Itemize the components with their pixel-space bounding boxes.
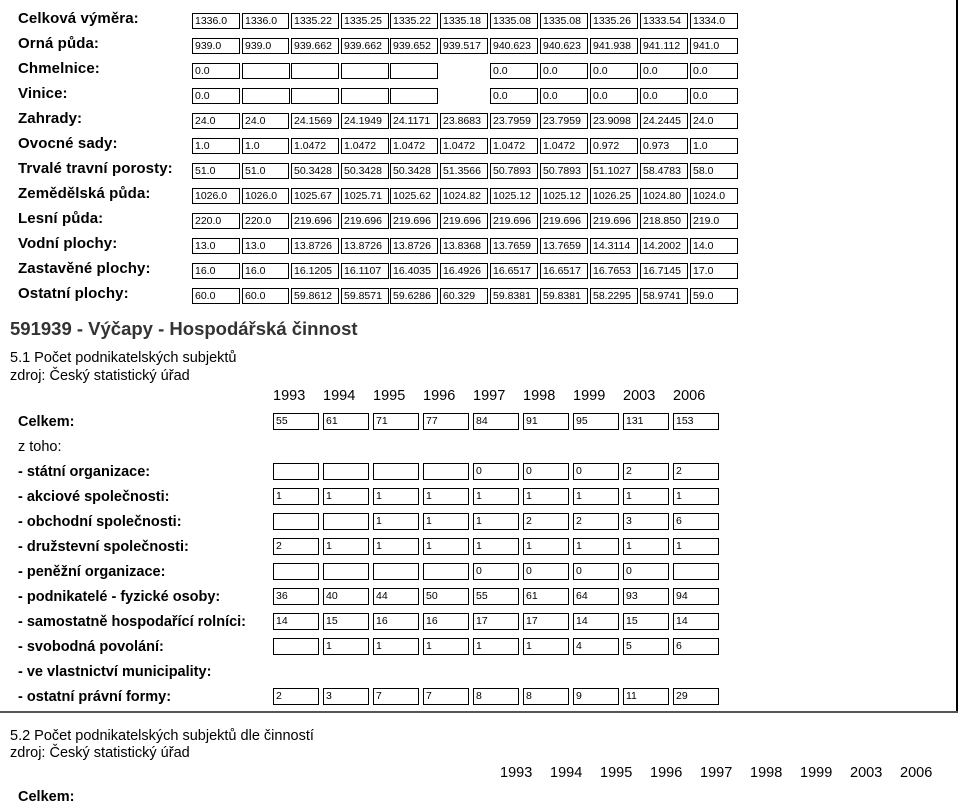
year-header-cell: 1993	[273, 388, 306, 404]
land-cell: 1335.25	[341, 13, 389, 29]
business-row-label: - akciové společnosti:	[18, 489, 170, 505]
land-cell: 16.4035	[390, 263, 438, 279]
land-cell: 0.0	[690, 63, 738, 79]
year-header-cell: 1995	[373, 388, 406, 404]
land-cell: 59.8571	[341, 288, 389, 304]
land-cell: 16.1107	[341, 263, 389, 279]
business-cell: 11	[623, 688, 669, 705]
land-cell: 940.623	[490, 38, 538, 54]
land-cell: 940.623	[540, 38, 588, 54]
land-row-label: Zemědělská půda:	[18, 185, 151, 202]
business-cell: 9	[573, 688, 619, 705]
land-row-label: Vodní plochy:	[18, 235, 118, 252]
land-cell: 0.0	[540, 88, 588, 104]
land-row	[0, 108, 950, 133]
business-cell	[273, 463, 319, 480]
land-cell: 50.3428	[390, 163, 438, 179]
business-cell: 153	[673, 413, 719, 430]
land-row-label: Trvalé travní porosty:	[18, 160, 173, 177]
land-cell: 13.8726	[341, 238, 389, 254]
year-header-cell: 1997	[473, 388, 506, 404]
land-cell: 23.8683	[440, 113, 488, 129]
land-cell: 1024.82	[440, 188, 488, 204]
business-cell	[323, 563, 369, 580]
business-cell: 64	[573, 588, 619, 605]
land-cell: 16.4926	[440, 263, 488, 279]
business-cell: 15	[623, 613, 669, 630]
year-header-cell: 2006	[673, 388, 706, 404]
land-row	[0, 33, 950, 58]
business-cell: 1	[323, 538, 369, 555]
land-cell: 0.0	[540, 63, 588, 79]
business-cell: 0	[573, 563, 619, 580]
land-row	[0, 133, 950, 158]
land-cell	[341, 88, 389, 104]
business-row-label: - družstevní společnosti:	[18, 539, 189, 555]
land-row-label: Chmelnice:	[18, 60, 100, 77]
business-row-label: - samostatně hospodařící rolníci:	[18, 614, 247, 630]
land-row-label: Lesní půda:	[18, 210, 104, 227]
land-cell: 13.0	[192, 238, 240, 254]
land-cell	[291, 88, 339, 104]
land-cell: 219.696	[291, 213, 339, 229]
year-header-cell: 2003	[623, 388, 656, 404]
business-cell: 16	[423, 613, 469, 630]
land-row	[0, 283, 950, 308]
business-cell: 2	[273, 538, 319, 555]
business-cell: 2	[673, 463, 719, 480]
business-cell: 0	[473, 463, 519, 480]
year-header-cell: 2006	[900, 765, 933, 781]
business-row-label: - peněžní organizace:	[18, 564, 166, 580]
business-cell: 5	[623, 638, 669, 655]
table-5-1-source: zdroj: Český statistický úřad	[10, 368, 190, 384]
land-cell: 13.7659	[490, 238, 538, 254]
land-row	[0, 233, 950, 258]
business-cell: 1	[523, 488, 569, 505]
business-cell: 15	[323, 613, 369, 630]
business-cell: 3	[623, 513, 669, 530]
land-cell: 219.696	[590, 213, 638, 229]
land-cell: 939.517	[440, 38, 488, 54]
land-cell: 23.7959	[490, 113, 538, 129]
land-cell: 51.0	[192, 163, 240, 179]
land-cell: 220.0	[192, 213, 240, 229]
business-cell: 2	[273, 688, 319, 705]
business-cell: 36	[273, 588, 319, 605]
business-cell: 0	[573, 463, 619, 480]
business-cell	[273, 638, 319, 655]
land-cell: 219.696	[490, 213, 538, 229]
business-cell: 1	[323, 638, 369, 655]
land-cell: 939.652	[390, 38, 438, 54]
business-row-label: - ve vlastnictví municipality:	[18, 664, 212, 680]
business-cell: 1	[373, 488, 419, 505]
business-cell: 16	[373, 613, 419, 630]
land-cell: 219.0	[690, 213, 738, 229]
land-cell	[242, 63, 290, 79]
land-cell: 0.972	[590, 138, 638, 154]
land-cell: 50.7893	[540, 163, 588, 179]
business-cell: 1	[423, 538, 469, 555]
land-cell: 939.0	[242, 38, 289, 54]
land-cell: 24.1569	[291, 113, 339, 129]
land-cell: 24.1949	[341, 113, 389, 129]
land-cell: 0.0	[192, 63, 240, 79]
land-cell: 1026.25	[590, 188, 638, 204]
land-row-label: Ovocné sady:	[18, 135, 118, 152]
land-row-label: Celková výměra:	[18, 10, 139, 27]
land-cell: 939.662	[341, 38, 389, 54]
land-cell: 941.112	[640, 38, 688, 54]
land-cell: 1025.12	[540, 188, 588, 204]
business-cell: 1	[673, 488, 719, 505]
land-cell: 1336.0	[242, 13, 289, 29]
land-cell: 24.0	[242, 113, 289, 129]
land-cell: 0.0	[690, 88, 738, 104]
land-cell: 220.0	[242, 213, 289, 229]
land-cell: 51.3566	[440, 163, 488, 179]
land-cell: 13.0	[242, 238, 289, 254]
land-row	[0, 83, 950, 108]
business-row-label: Celkem:	[18, 414, 75, 430]
land-cell: 218.850	[640, 213, 688, 229]
business-cell: 1	[373, 638, 419, 655]
business-cell	[423, 463, 469, 480]
business-cell: 17	[473, 613, 519, 630]
land-cell: 58.4783	[640, 163, 688, 179]
business-cell	[673, 563, 719, 580]
land-cell: 1335.08	[490, 13, 538, 29]
land-cell: 59.8381	[540, 288, 588, 304]
land-cell: 1.0472	[540, 138, 588, 154]
land-cell: 941.0	[690, 38, 738, 54]
land-cell: 1025.62	[390, 188, 438, 204]
land-cell: 219.696	[341, 213, 389, 229]
year-header-cell: 1995	[600, 765, 633, 781]
land-row	[0, 183, 950, 208]
land-cell: 1336.0	[192, 13, 240, 29]
land-row-label: Vinice:	[18, 85, 68, 102]
land-cell	[390, 63, 438, 79]
business-cell: 7	[373, 688, 419, 705]
land-cell: 1335.22	[390, 13, 438, 29]
land-cell: 1.0472	[291, 138, 339, 154]
business-cell	[323, 463, 369, 480]
business-cell: 1	[473, 488, 519, 505]
year-header-cell: 1999	[573, 388, 606, 404]
business-cell: 55	[473, 588, 519, 605]
land-cell: 1334.0	[690, 13, 738, 29]
land-row-label: Zahrady:	[18, 110, 83, 127]
business-cell: 1	[273, 488, 319, 505]
table-5-2-source: zdroj: Český statistický úřad	[10, 745, 190, 761]
land-row	[0, 258, 950, 283]
land-cell: 50.7893	[490, 163, 538, 179]
land-cell: 0.0	[590, 63, 638, 79]
table-5-2-heading: 5.2 Počet podnikatelských subjektů dle činností	[10, 728, 314, 744]
land-cell: 23.7959	[540, 113, 588, 129]
business-cell	[273, 563, 319, 580]
land-cell: 14.3114	[590, 238, 638, 254]
land-cell: 1.0	[192, 138, 240, 154]
land-row	[0, 8, 950, 33]
land-cell: 59.8612	[291, 288, 339, 304]
land-row-label: Ostatní plochy:	[18, 285, 129, 302]
land-cell: 0.0	[640, 63, 688, 79]
business-cell: 1	[673, 538, 719, 555]
table-5-2-row-label: Celkem:	[18, 789, 75, 805]
business-cell: 14	[573, 613, 619, 630]
land-cell: 58.0	[690, 163, 738, 179]
business-cell	[373, 563, 419, 580]
business-cell: 14	[273, 613, 319, 630]
land-cell: 13.8368	[440, 238, 488, 254]
business-cell: 14	[673, 613, 719, 630]
business-cell: 1	[473, 513, 519, 530]
business-cell: 1	[423, 638, 469, 655]
business-cell: 55	[273, 413, 319, 430]
business-cell: 17	[523, 613, 569, 630]
year-header-cell: 1993	[500, 765, 533, 781]
business-cell: 44	[373, 588, 419, 605]
land-cell: 1025.71	[341, 188, 389, 204]
business-cell: 6	[673, 513, 719, 530]
land-cell: 58.9741	[640, 288, 688, 304]
land-row	[0, 208, 950, 233]
land-cell: 0.0	[640, 88, 688, 104]
land-cell: 1335.26	[590, 13, 638, 29]
business-cell	[273, 513, 319, 530]
land-cell: 1026.0	[242, 188, 289, 204]
business-row-label: - státní organizace:	[18, 464, 151, 480]
land-cell: 1335.08	[540, 13, 588, 29]
land-cell: 14.2002	[640, 238, 688, 254]
year-header-cell: 2003	[850, 765, 883, 781]
business-cell: 1	[473, 638, 519, 655]
land-cell: 1026.0	[192, 188, 240, 204]
land-row	[0, 158, 950, 183]
business-cell: 1	[373, 538, 419, 555]
business-cell: 95	[573, 413, 619, 430]
land-cell: 1335.18	[440, 13, 488, 29]
land-row-label: Zastavěné plochy:	[18, 260, 151, 277]
year-header-cell: 1999	[800, 765, 833, 781]
land-cell	[390, 88, 438, 104]
business-row-label: - svobodná povolání:	[18, 639, 164, 655]
land-cell: 58.2295	[590, 288, 638, 304]
land-cell: 16.0	[242, 263, 289, 279]
land-cell: 1.0472	[390, 138, 438, 154]
business-cell: 1	[373, 513, 419, 530]
business-cell: 1	[423, 488, 469, 505]
business-cell: 8	[473, 688, 519, 705]
year-header-cell: 1998	[750, 765, 783, 781]
land-cell: 59.6286	[390, 288, 438, 304]
land-cell: 24.0	[192, 113, 240, 129]
business-row-label: - podnikatelé - fyzické osoby:	[18, 589, 221, 605]
land-cell: 16.7653	[590, 263, 638, 279]
section-divider	[0, 711, 958, 713]
year-header-cell: 1996	[650, 765, 683, 781]
land-row-label: Orná půda:	[18, 35, 100, 52]
land-cell: 1025.12	[490, 188, 538, 204]
business-cell: 1	[623, 488, 669, 505]
year-header-cell: 1998	[523, 388, 556, 404]
land-cell: 1025.67	[291, 188, 339, 204]
land-cell: 50.3428	[291, 163, 339, 179]
land-cell: 16.7145	[640, 263, 688, 279]
land-cell: 0.0	[490, 88, 538, 104]
business-cell: 4	[573, 638, 619, 655]
land-cell: 219.696	[440, 213, 488, 229]
business-cell: 131	[623, 413, 669, 430]
land-cell: 16.1205	[291, 263, 339, 279]
business-cell: 1	[423, 513, 469, 530]
business-cell: 1	[523, 538, 569, 555]
business-cell: 8	[523, 688, 569, 705]
business-cell: 1	[623, 538, 669, 555]
business-cell: 0	[523, 563, 569, 580]
land-cell: 17.0	[690, 263, 738, 279]
business-cell: 61	[523, 588, 569, 605]
business-row-label: z toho:	[18, 439, 62, 455]
land-cell: 23.9098	[590, 113, 638, 129]
business-cell: 2	[623, 463, 669, 480]
land-row	[0, 58, 950, 83]
land-cell: 0.0	[192, 88, 240, 104]
business-cell: 1	[573, 538, 619, 555]
land-cell: 60.329	[440, 288, 488, 304]
business-cell: 3	[323, 688, 369, 705]
land-cell: 13.8726	[390, 238, 438, 254]
land-cell: 24.1171	[390, 113, 438, 129]
land-cell: 59.8381	[490, 288, 538, 304]
year-header-cell: 1994	[323, 388, 356, 404]
business-cell: 91	[523, 413, 569, 430]
business-cell: 1	[323, 488, 369, 505]
business-cell: 50	[423, 588, 469, 605]
land-cell: 16.6517	[490, 263, 538, 279]
land-cell: 941.938	[590, 38, 638, 54]
business-cell: 94	[673, 588, 719, 605]
land-cell: 16.6517	[540, 263, 588, 279]
land-cell: 60.0	[242, 288, 289, 304]
business-cell: 1	[523, 638, 569, 655]
business-cell: 0	[523, 463, 569, 480]
business-cell: 6	[673, 638, 719, 655]
land-cell: 0.0	[490, 63, 538, 79]
land-cell: 939.662	[291, 38, 339, 54]
land-cell: 0.0	[590, 88, 638, 104]
business-cell: 61	[323, 413, 369, 430]
year-header-cell: 1997	[700, 765, 733, 781]
section-title: 591939 - Výčapy - Hospodářská činnost	[10, 318, 358, 339]
land-cell: 1.0472	[490, 138, 538, 154]
land-cell: 1024.80	[640, 188, 688, 204]
land-cell: 60.0	[192, 288, 240, 304]
year-header-cell: 1994	[550, 765, 583, 781]
business-cell: 40	[323, 588, 369, 605]
land-cell: 51.1027	[590, 163, 638, 179]
land-cell: 51.0	[242, 163, 289, 179]
land-cell	[242, 88, 290, 104]
land-cell	[291, 63, 339, 79]
business-cell	[323, 513, 369, 530]
land-cell: 1335.22	[291, 13, 339, 29]
business-cell: 84	[473, 413, 519, 430]
land-cell: 219.696	[540, 213, 588, 229]
business-cell: 77	[423, 413, 469, 430]
business-cell: 1	[573, 488, 619, 505]
business-cell: 0	[623, 563, 669, 580]
land-cell: 1.0472	[440, 138, 488, 154]
land-cell: 1333.54	[640, 13, 688, 29]
land-cell: 24.2445	[640, 113, 688, 129]
business-cell: 1	[473, 538, 519, 555]
business-cell: 2	[573, 513, 619, 530]
land-cell: 14.0	[690, 238, 738, 254]
land-cell	[341, 63, 389, 79]
business-cell: 7	[423, 688, 469, 705]
land-cell: 59.0	[690, 288, 738, 304]
land-cell: 1.0	[690, 138, 738, 154]
land-cell: 1024.0	[690, 188, 738, 204]
page-right-border	[956, 0, 958, 712]
land-cell: 24.0	[690, 113, 738, 129]
land-cell: 13.7659	[540, 238, 588, 254]
land-cell: 1.0	[242, 138, 289, 154]
business-cell	[423, 563, 469, 580]
business-cell: 71	[373, 413, 419, 430]
land-cell: 13.8726	[291, 238, 339, 254]
land-cell: 50.3428	[341, 163, 389, 179]
land-cell: 0.973	[640, 138, 688, 154]
land-cell: 16.0	[192, 263, 240, 279]
business-cell	[373, 463, 419, 480]
business-row-label: - obchodní společnosti:	[18, 514, 182, 530]
land-cell: 939.0	[192, 38, 240, 54]
land-cell: 219.696	[390, 213, 438, 229]
business-row-label: - ostatní právní formy:	[18, 689, 172, 705]
year-header-cell: 1996	[423, 388, 456, 404]
business-cell: 2	[523, 513, 569, 530]
business-cell: 93	[623, 588, 669, 605]
business-cell: 29	[673, 688, 719, 705]
business-cell: 0	[473, 563, 519, 580]
table-5-1-heading: 5.1 Počet podnikatelských subjektů	[10, 350, 237, 366]
land-cell: 1.0472	[341, 138, 389, 154]
